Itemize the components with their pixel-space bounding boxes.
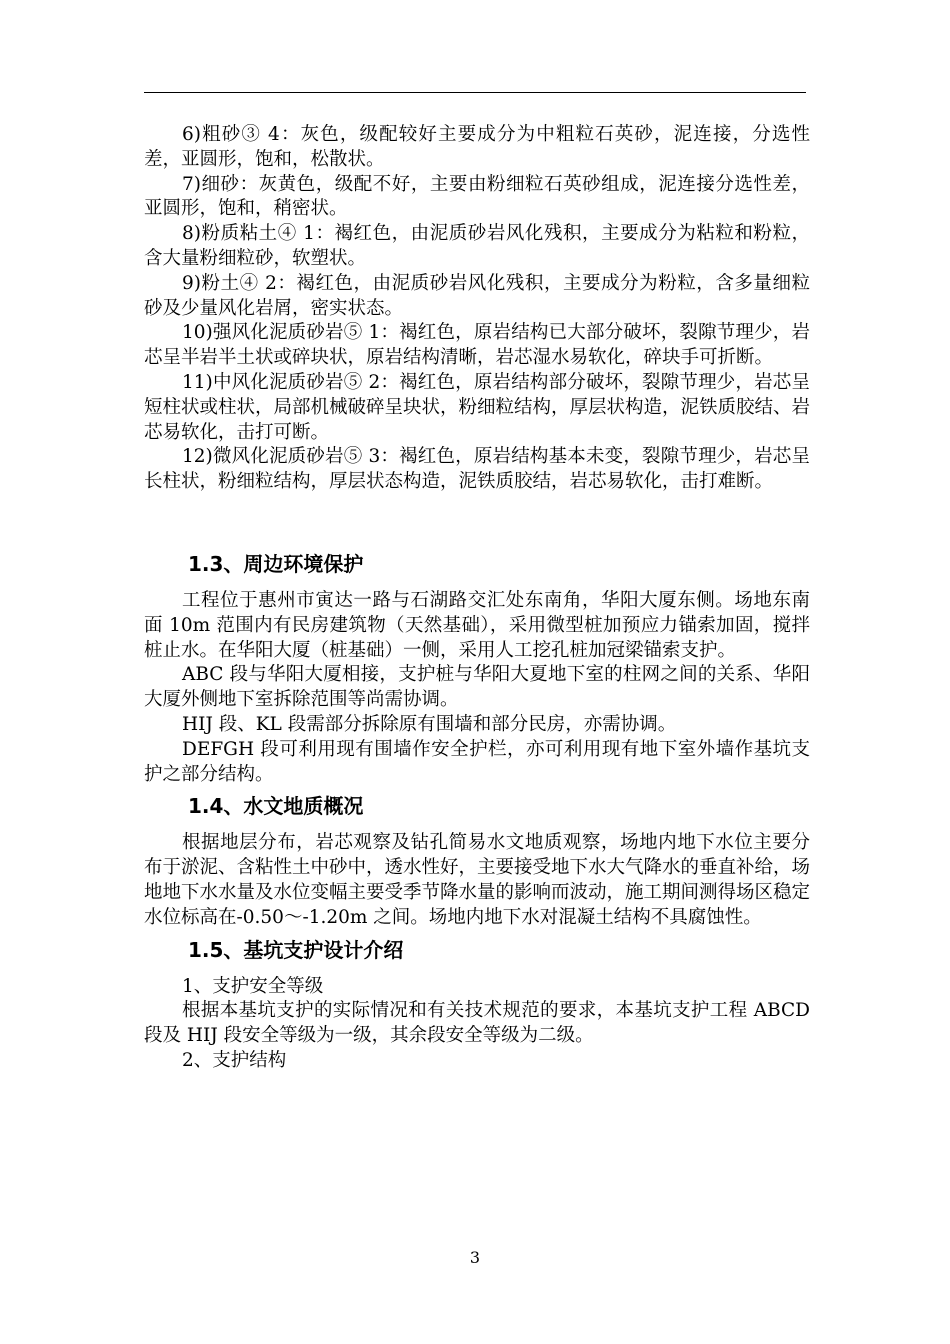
header-rule: [144, 92, 806, 93]
paragraph-safety-level: 根据本基坑支护的实际情况和有关技术规范的要求，本基坑支护工程 ABCD 段及 HIJ 段安全等级为一级，其余段安全等级为二级。: [144, 1000, 810, 1047]
section-heading-support-design: 1.5、基坑支护设计介绍: [188, 937, 404, 962]
paragraph-silt: 9)粉土④ 2：褐红色，由泥质砂岩风化残积，主要成分为粉粒，含多量细粒砂及少量风化岩屑，密实状态。: [144, 272, 810, 319]
paragraph-hij-kl-segment: HIJ 段、KL 段需部分拆除原有围墙和部分民房，亦需协调。: [182, 713, 677, 735]
paragraph-groundwater: 根据地层分布，岩芯观察及钻孔简易水文地质观察，场地内地下水位主要分布于淤泥、含粘性土中砂中，透水性好，主要接受地下水大气降水的垂直补给，场地地下水水量及水位变幅主要受季节降水量的影响而波动，施工期间测得场区稳定水位标高在-0.50～-1.20m 之间。场地内地下水对混凝土结构不具腐蚀性。: [144, 832, 811, 928]
page-body: [144, 123, 810, 1074]
paragraph-support-structure-title: 2、支护结构: [182, 1049, 287, 1071]
paragraph-silty-clay: 8)粉质粘土④ 1：褐红色，由泥质砂岩风化残积，主要成分为粘粒和粉粒，含大量粉细粒砂，软塑状。: [144, 223, 810, 269]
paragraph-moderately-weathered-sandstone: 11)中风化泥质砂岩⑤ 2：褐红色，原岩结构部分破坏，裂隙节理少，岩芯呈短柱状或柱状，局部机械破碎呈块状，粉细粒结构，厚层状构造，泥铁质胶结、岩芯易软化，击打可断。: [144, 371, 811, 443]
section-heading-environment: 1.3、周边环境保护: [188, 551, 364, 576]
paragraph-coarse-sand: 6)粗砂③ 4：灰色，级配较好主要成分为中粗粒石英砂，泥连接，分选性差，亚圆形，饱和，松散状。: [144, 124, 810, 170]
paragraph-site-location: 工程位于惠州市寅达一路与石湖路交汇处东南角，华阳大厦东侧。场地东南面 10m 范围内有民房建筑物（天然基础），采用微型桩加预应力锚索加固，搅拌桩止水。在华阳大厦（桩基础）一侧，采用人工挖孔桩加冠梁锚索支护。: [144, 589, 810, 661]
paragraph-safety-level-title: 1、支护安全等级: [182, 975, 324, 997]
paragraph-slightly-weathered-sandstone: 12)微风化泥质砂岩⑤ 3：褐红色，原岩结构基本未变，裂隙节理少，岩芯呈长柱状，粉细粒结构，厚层状态构造，泥铁质胶结，岩芯易软化，击打难断。: [144, 446, 810, 493]
paragraph-strongly-weathered-sandstone: 10)强风化泥质砂岩⑤ 1：褐红色，原岩结构已大部分破坏，裂隙节理少，岩芯呈半岩半土状或碎块状，原岩结构清晰，岩芯湿水易软化，碎块手可折断。: [144, 322, 810, 369]
paragraph-defgh-segment: DEFGH 段可利用现有围墙作安全护栏，亦可利用现有地下室外墙作基坑支护之部分结构。: [144, 738, 810, 785]
paragraph-fine-sand: 7)细砂：灰黄色，级配不好，主要由粉细粒石英砂组成，泥连接分选性差，亚圆形，饱和，稍密状。: [144, 173, 810, 220]
section-heading-hydrogeology: 1.4、水文地质概况: [188, 794, 364, 819]
paragraph-abc-segment: ABC 段与华阳大厦相接，支护桩与华阳大夏地下室的柱网之间的关系、华阳大厦外侧地下室拆除范围等尚需协调。: [144, 664, 810, 711]
page-number: 3: [469, 1248, 481, 1267]
